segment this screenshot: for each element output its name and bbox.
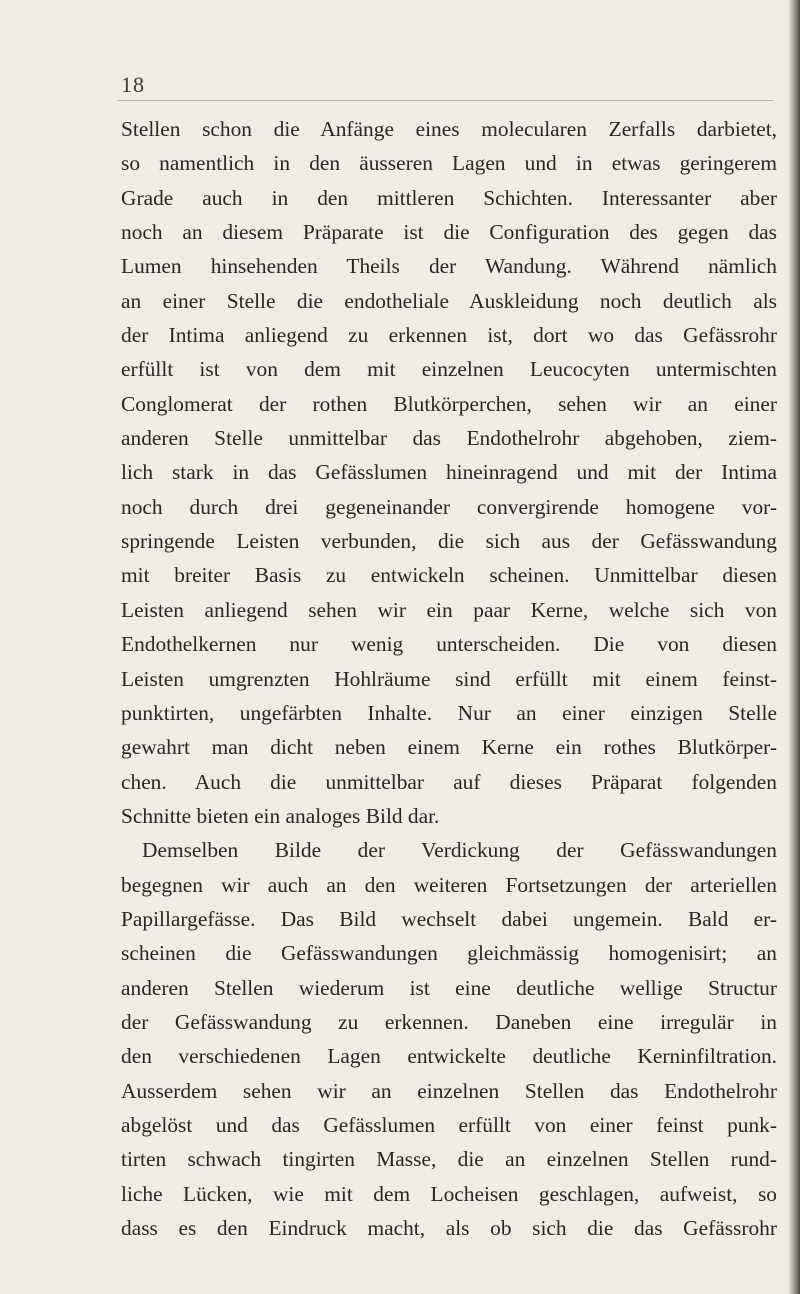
paragraph-end-line: Schnitte bieten ein analoges Bild dar. <box>121 803 440 828</box>
text-line: anderen Stelle unmittelbar das Endothelrohr abgehoben, ziem- <box>121 426 777 451</box>
text-line: gewahrt man dicht neben einem Kerne ein rothes Blutkörper- <box>121 735 777 760</box>
text-line: chen. Auch die unmittelbar auf dieses Präparat folgenden <box>121 769 777 794</box>
body-text <box>121 112 777 1245</box>
paragraph-start-line: Demselben Bilde der Verdickung der Gefässwandungen <box>142 838 777 863</box>
text-line: der Gefässwandung zu erkennen. Daneben eine irregulär in <box>121 1009 777 1034</box>
page-number: 18 <box>121 72 145 97</box>
text-line: scheinen die Gefässwandungen gleichmässig homogenisirt; an <box>121 941 777 966</box>
text-line: Papillargefässe. Das Bild wechselt dabei ungemein. Bald er- <box>121 906 777 931</box>
text-line: Endothelkernen nur wenig unterscheiden. Die von diesen <box>121 632 777 657</box>
text-line: Leisten umgrenzten Hohlräume sind erfüllt mit einem feinst- <box>121 666 777 691</box>
text-line: begegnen wir auch an den weiteren Fortsetzungen der arteriellen <box>121 872 777 897</box>
text-line: noch durch drei gegeneinander convergirende homogene vor- <box>121 494 777 519</box>
text-line: dass es den Eindruck macht, als ob sich die das Gefässrohr <box>121 1216 777 1240</box>
text-line: punktirten, ungefärbten Inhalte. Nur an einer einzigen Stelle <box>121 700 777 725</box>
text-line: Leisten anliegend sehen wir ein paar Kerne, welche sich von <box>121 597 777 622</box>
text-line: Ausserdem sehen wir an einzelnen Stellen das Endothelrohr <box>121 1078 777 1103</box>
text-line: abgelöst und das Gefässlumen erfüllt von einer feinst punk- <box>121 1112 777 1137</box>
text-line: mit breiter Basis zu entwickeln scheinen. Unmittelbar diesen <box>121 563 777 588</box>
text-line: lich stark in das Gefässlumen hineinragend und mit der Intima <box>121 460 777 485</box>
text-line: erfüllt ist von dem mit einzelnen Leucocyten untermischten <box>121 357 777 382</box>
text-line: liche Lücken, wie mit dem Locheisen geschlagen, aufweist, so <box>121 1181 777 1206</box>
text-line: anderen Stellen wiederum ist eine deutliche wellige Structur <box>121 975 777 1000</box>
text-line: so namentlich in den äusseren Lagen und in etwas geringerem <box>121 151 777 176</box>
page-edge-shadow <box>788 0 800 1294</box>
text-line: Lumen hinsehenden Theils der Wandung. Während nämlich <box>121 254 777 279</box>
text-line: tirten schwach tingirten Masse, die an einzelnen Stellen rund- <box>121 1147 777 1172</box>
header-rule <box>118 100 774 101</box>
text-line: der Intima anliegend zu erkennen ist, dort wo das Gefässrohr <box>121 323 777 348</box>
text-line: Grade auch in den mittleren Schichten. Interessanter aber <box>121 185 777 210</box>
text-line: noch an diesem Präparate ist die Configuration des gegen das <box>121 220 777 245</box>
text-line: den verschiedenen Lagen entwickelte deutliche Kerninfiltration. <box>121 1044 777 1069</box>
text-line: an einer Stelle die endotheliale Auskleidung noch deutlich als <box>121 288 777 313</box>
text-line: Stellen schon die Anfänge eines molecularen Zerfalls darbietet, <box>121 117 777 141</box>
text-line: springende Leisten verbunden, die sich aus der Gefässwandung <box>121 529 777 554</box>
text-line: Conglomerat der rothen Blutkörperchen, sehen wir an einer <box>121 391 777 416</box>
